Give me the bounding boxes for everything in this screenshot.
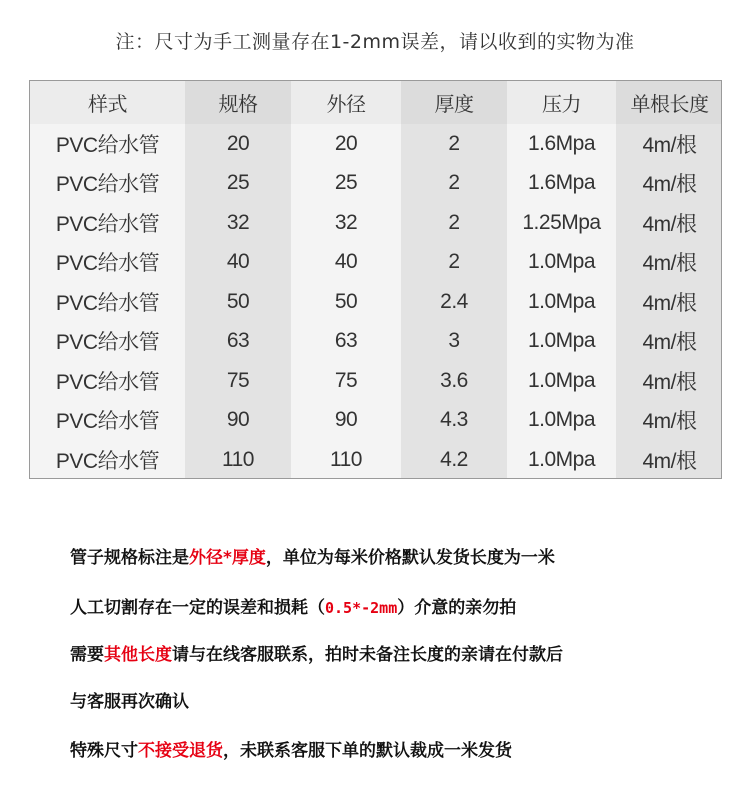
table-cell: 4m/根: [616, 282, 722, 322]
table-cell: PVC给水管: [30, 361, 185, 401]
table-cell: PVC给水管: [30, 440, 185, 479]
table-cell: 4m/根: [616, 440, 722, 479]
desc-line-2: [70, 593, 730, 618]
table-cell: 1.0Mpa: [507, 361, 616, 401]
desc-line-2-post: ）介意的亲勿拍: [397, 598, 517, 618]
table-cell: PVC给水管: [30, 203, 185, 243]
desc-line-3-post: 请与在线客服联系，拍时未备注长度的亲请在付款后: [172, 645, 563, 665]
desc-line-2-pre: 人工切割存在一定的误差和损耗（: [70, 598, 325, 618]
table-cell: 4m/根: [616, 203, 722, 243]
table-cell: 1.0Mpa: [507, 282, 616, 322]
table-cell: PVC给水管: [30, 282, 185, 322]
table-header-row: [30, 81, 722, 124]
table-row: [30, 203, 722, 243]
table-cell: 3.6: [401, 361, 507, 401]
header-pressure: 压力: [507, 81, 616, 124]
table-cell: 4m/根: [616, 322, 722, 362]
header-length: 单根长度: [616, 81, 722, 124]
table-cell: 32: [291, 203, 401, 243]
table-cell: 4m/根: [616, 361, 722, 401]
desc-line-5-highlight: 不接受退货: [138, 741, 223, 761]
desc-line-3-pre: 需要: [70, 645, 104, 665]
header-style: 样式: [30, 81, 185, 124]
desc-line-5-post: ，未联系客服下单的默认裁成一米发货: [223, 741, 512, 761]
table-cell: 4m/根: [616, 401, 722, 441]
table-cell: 2.4: [401, 282, 507, 322]
table-cell: 4m/根: [616, 124, 722, 164]
table-cell: 4m/根: [616, 164, 722, 204]
table-cell: 50: [185, 282, 291, 322]
table-cell: 4.2: [401, 440, 507, 479]
table-cell: 1.0Mpa: [507, 401, 616, 441]
table-row: [30, 322, 722, 362]
table-cell: 75: [185, 361, 291, 401]
desc-line-5-pre: 特殊尺寸: [70, 741, 138, 761]
table-cell: PVC给水管: [30, 401, 185, 441]
desc-line-5: [70, 736, 730, 761]
table-row: [30, 361, 722, 401]
table-cell: 25: [185, 164, 291, 204]
table-cell: 4.3: [401, 401, 507, 441]
table-cell: 40: [291, 243, 401, 283]
table-cell: 1.0Mpa: [507, 243, 616, 283]
table-cell: PVC给水管: [30, 164, 185, 204]
table-cell: 20: [291, 124, 401, 164]
table-cell: 1.0Mpa: [507, 440, 616, 479]
table-row: [30, 440, 722, 479]
table-cell: 25: [291, 164, 401, 204]
table-cell: 63: [185, 322, 291, 362]
size-tolerance-note: 注：尺寸为手工测量存在1-2mm误差，请以收到的实物为准: [115, 31, 635, 53]
table-cell: 110: [291, 440, 401, 479]
table-cell: 2: [401, 124, 507, 164]
header-thickness: 厚度: [401, 81, 507, 124]
table-cell: 2: [401, 164, 507, 204]
desc-line-1-highlight: 外径*厚度: [189, 548, 266, 568]
table-cell: 110: [185, 440, 291, 479]
header-spec: 规格: [185, 81, 291, 124]
table-row: [30, 124, 722, 164]
table-cell: PVC给水管: [30, 124, 185, 164]
desc-line-4: 与客服再次确认: [70, 692, 189, 712]
table-cell: PVC给水管: [30, 243, 185, 283]
table-cell: 1.6Mpa: [507, 164, 616, 204]
table-cell: 50: [291, 282, 401, 322]
desc-line-1: [70, 543, 730, 568]
table-cell: 1.6Mpa: [507, 124, 616, 164]
table-row: [30, 164, 722, 204]
table-cell: 1.25Mpa: [507, 203, 616, 243]
table-cell: 4m/根: [616, 243, 722, 283]
table-row: [30, 401, 722, 441]
desc-line-1-post: ，单位为每米价格默认发货长度为一米: [265, 548, 555, 568]
table-row: [30, 282, 722, 322]
table-cell: 40: [185, 243, 291, 283]
table-cell: 75: [291, 361, 401, 401]
table-row: [30, 243, 722, 283]
table-cell: 90: [291, 401, 401, 441]
table-cell: 2: [401, 203, 507, 243]
header-outer-diameter: 外径: [291, 81, 401, 124]
table-cell: 63: [291, 322, 401, 362]
table-cell: PVC给水管: [30, 322, 185, 362]
table-cell: 90: [185, 401, 291, 441]
table-cell: 2: [401, 243, 507, 283]
desc-line-2-highlight: 0.5*-2mm: [325, 599, 398, 617]
table-cell: 3: [401, 322, 507, 362]
desc-line-1-pre: 管子规格标注是: [70, 548, 189, 568]
desc-line-3-highlight: 其他长度: [104, 645, 172, 665]
table-cell: 32: [185, 203, 291, 243]
table-cell: 20: [185, 124, 291, 164]
table-cell: 1.0Mpa: [507, 322, 616, 362]
desc-line-3: [70, 640, 730, 665]
spec-table: [29, 80, 722, 479]
